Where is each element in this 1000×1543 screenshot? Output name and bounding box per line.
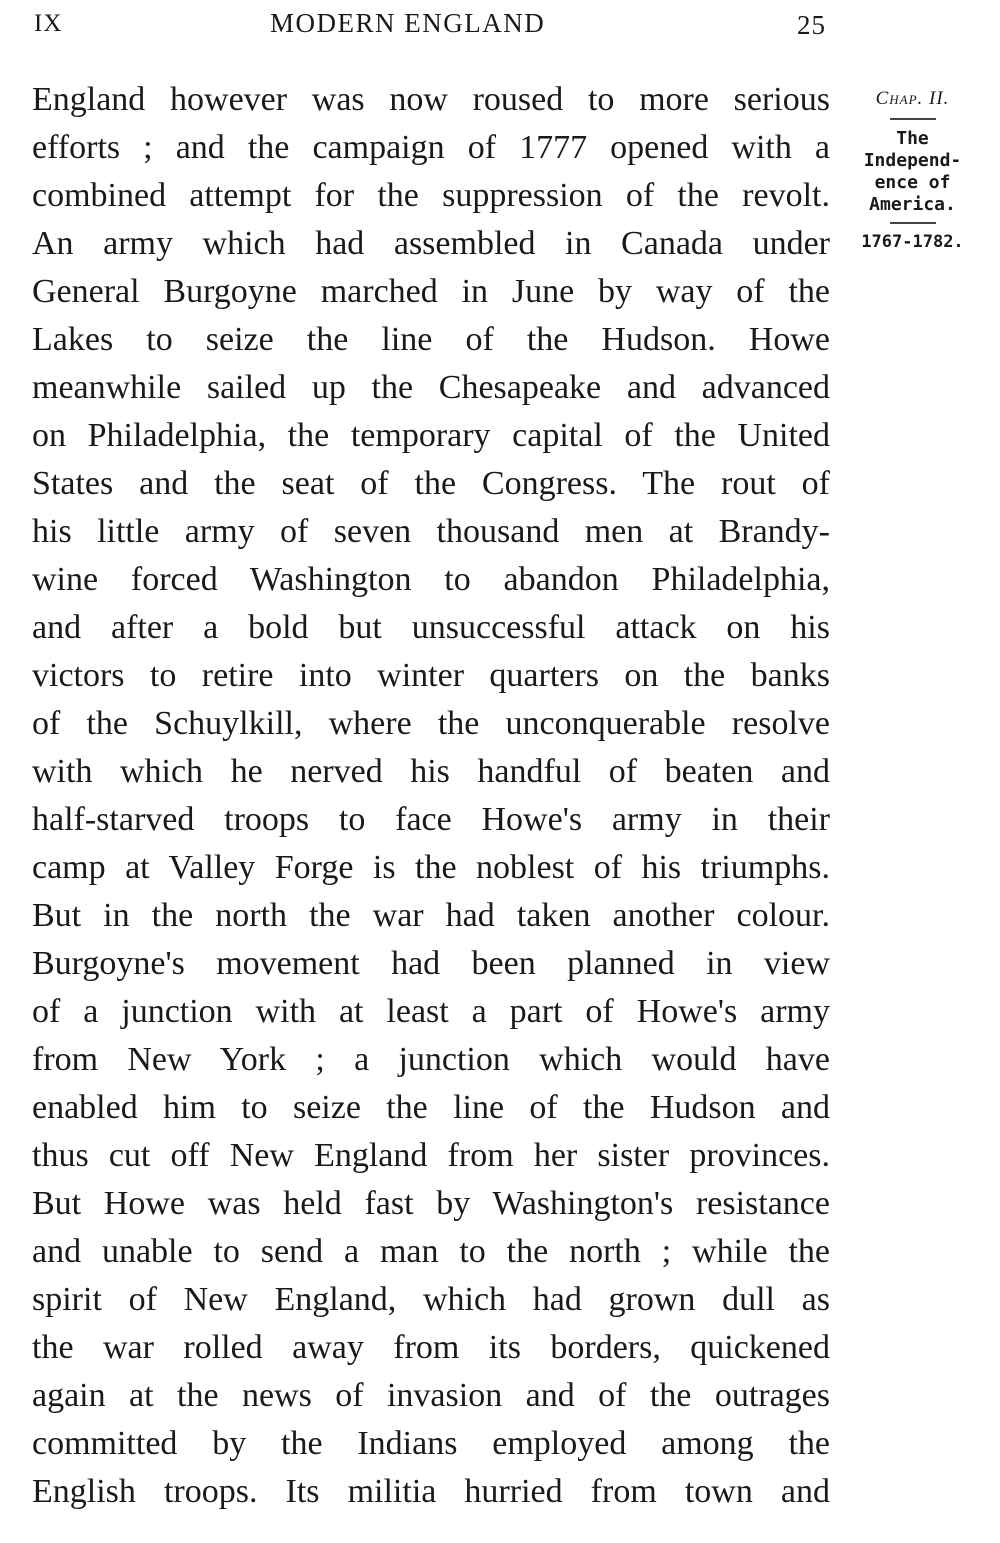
text-line: But Howe was held fast by Washington's resistance (32, 1185, 830, 1222)
text-line: of a junction with at least a part of Howe's army (32, 993, 830, 1030)
text-line: Burgoyne's movement had been planned in view (32, 945, 830, 982)
text-line: the war rolled away from its borders, quickened (32, 1329, 830, 1366)
margin-topic-line: America. (869, 194, 956, 215)
text-line: An army which had assembled in Canada under (32, 225, 830, 262)
margin-chapter-label: Chap. II. (875, 88, 950, 109)
margin-divider (890, 118, 936, 120)
text-line: enabled him to seize the line of the Hudson and (32, 1089, 830, 1126)
margin-topic-line: The (896, 128, 929, 149)
text-line: again at the news of invasion and of the outrages (32, 1377, 830, 1414)
text-line: thus cut off New England from her sister provinces. (32, 1137, 830, 1174)
margin-dates: 1767-1782. (861, 232, 964, 252)
text-line: camp at Valley Forge is the noblest of his triumphs. (32, 849, 830, 886)
text-line: But in the north the war had taken another colour. (32, 897, 830, 934)
marginal-note (850, 88, 975, 252)
header-page-number: 25 (797, 10, 826, 40)
text-line: with which he nerved his handful of beaten and (32, 753, 830, 790)
running-header (0, 8, 1000, 44)
text-line: meanwhile sailed up the Chesapeake and advanced (32, 369, 830, 406)
text-line: and after a bold but unsuccessful attack on his (32, 609, 830, 646)
text-line: States and the seat of the Congress. The rout of (32, 465, 830, 502)
header-chapter-number: IX (34, 10, 63, 37)
main-text-block (32, 76, 830, 1516)
text-line: England however was now roused to more serious (32, 81, 830, 118)
margin-topic-line: ence of (874, 172, 951, 193)
text-line: and unable to send a man to the north ; while the (32, 1233, 830, 1270)
margin-topic-line: Independ- (863, 150, 962, 171)
text-line: combined attempt for the suppression of the revolt. (32, 177, 830, 214)
header-book-title: MODERN ENGLAND (270, 8, 546, 38)
margin-topic (850, 128, 975, 216)
text-line: committed by the Indians employed among the (32, 1425, 830, 1462)
text-line: from New York ; a junction which would have (32, 1041, 830, 1078)
text-line: General Burgoyne marched in June by way of the (32, 273, 830, 310)
text-line: his little army of seven thousand men at Brandy- (32, 513, 830, 550)
text-line: Lakes to seize the line of the Hudson. Howe (32, 321, 830, 358)
text-line: half-starved troops to face Howe's army in their (32, 801, 830, 838)
text-line: on Philadelphia, the temporary capital of the United (32, 417, 830, 454)
text-line: wine forced Washington to abandon Philadelphia, (32, 561, 830, 598)
text-line: English troops. Its militia hurried from town and (32, 1473, 830, 1510)
margin-divider (890, 222, 936, 224)
text-line: spirit of New England, which had grown dull as (32, 1281, 830, 1318)
text-line: efforts ; and the campaign of 1777 opened with a (32, 129, 830, 166)
text-line: victors to retire into winter quarters on the banks (32, 657, 830, 694)
text-line: of the Schuylkill, where the unconquerable resolve (32, 705, 830, 742)
